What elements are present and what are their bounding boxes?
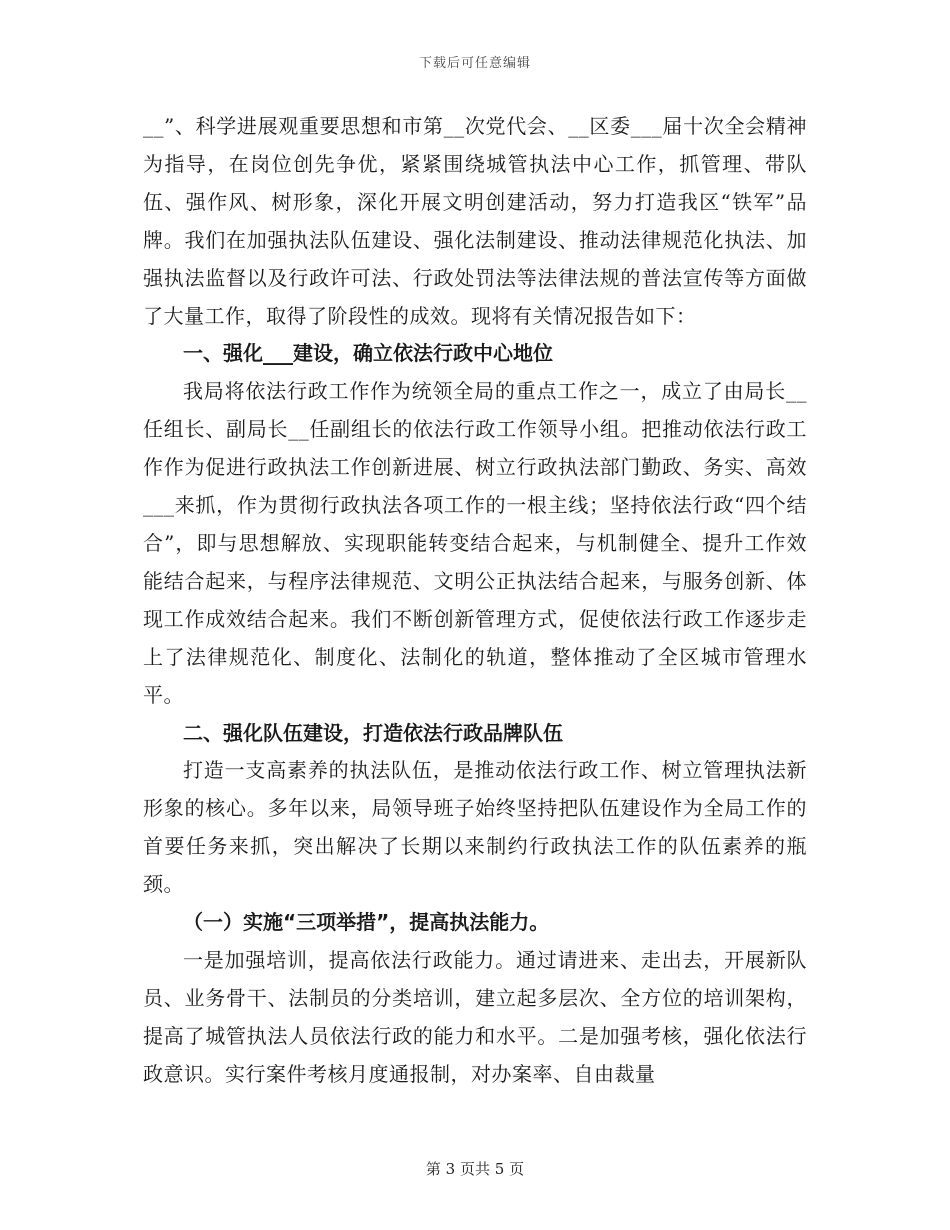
section-heading-2: 二、强化队伍建设，打造依法行政品牌队伍 [183, 720, 563, 745]
page-number-footer: 第 3 页共 5 页 [425, 1160, 525, 1178]
section-2-paragraph: 打造一支高素养的执法队伍，是推动依法行政工作、树立管理执法新形象的核心。多年以来，局领导班子始终坚持把队伍建设作为全局工作的首要任务来抓，突出解决了长期以来制约行政执法工作的队伍素养的瓶颈。 [143, 758, 807, 897]
subsection-heading-1: （一）实施“三项举措”，提高执法能力。 [183, 910, 550, 935]
section-heading-1: 一、强化___建设，确立依法行政中心地位 [183, 341, 553, 366]
intro-paragraph: __”、科学进展观重要思想和市第__次党代会、__区委___届十次全会精神为指导，在岗位创先争优，紧紧围绕城管执法中心工作，抓管理、带队伍、强作风、树形象，深化开展文明创建活动，努力打造我区“铁军”品牌。我们在加强执法队伍建设、强化法制建设、推动法律规范化执法、加强执法监督以及行政许可法、行政处罚法等法律法规的普法宣传等方面做了大量工作，取得了阶段性的成效。现将有关情况报告如下： [143, 114, 807, 328]
document-body [143, 108, 807, 1094]
page-header: 下载后可任意编辑 [418, 56, 531, 71]
subsection-1-paragraph: 一是加强培训，提高依法行政能力。通过请进来、走出去，开展新队员、业务骨干、法制员的分类培训，建立起多层次、全方位的培训架构，提高了城管执法人员依法行政的能力和水平。二是加强考核，强化依法行政意识。实行案件考核月度通报制，对办案率、自由裁量 [143, 947, 807, 1086]
section-1-paragraph: 我局将依法行政工作作为统领全局的重点工作之一，成立了由局长__任组长、副局长__任副组长的依法行政工作领导小组。把推动依法行政工作作为促进行政执法工作创新进展、树立行政执法部门勤政、务实、高效___来抓，作为贯彻行政执法各项工作的一根主线；坚持依法行政“四个结合”，即与思想解放、实现职能转变结合起来，与机制健全、提升工作效能结合起来，与程序法律规范、文明公正执法结合起来，与服务创新、体现工作成效结合起来。我们不断创新管理方式，促使依法行政工作逐步走上了法律规范化、制度化、法制化的轨道，整体推动了全区城市管理水平。 [143, 379, 807, 707]
